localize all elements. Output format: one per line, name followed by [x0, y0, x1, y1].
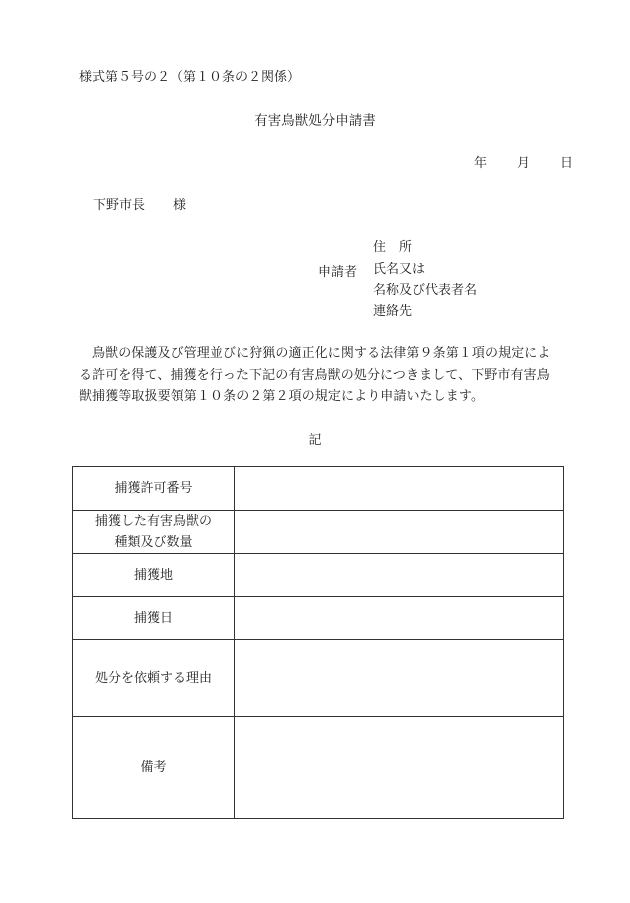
row-value-species-quantity[interactable] — [235, 511, 564, 554]
form-number: 様式第５号の２（第１０条の２関係） — [79, 70, 301, 85]
row-label-capture-date: 捕獲日 — [73, 597, 235, 640]
row-value-capture-place[interactable] — [235, 554, 564, 597]
applicant-label: 申請者 — [318, 265, 358, 280]
row-label-remarks: 備考 — [73, 717, 235, 819]
row-label-permit-number: 捕獲許可番号 — [73, 467, 235, 511]
row-label-species-line2: 種類及び数量 — [114, 535, 193, 550]
document-title: 有害鳥獣処分申請書 — [254, 113, 376, 129]
details-table — [72, 466, 564, 819]
applicant-field-name: 氏名又は — [373, 262, 426, 277]
date-year-label: 年 — [474, 156, 488, 171]
table-row — [73, 597, 564, 640]
applicant-field-address: 住 所 — [373, 240, 413, 255]
row-value-remarks[interactable] — [235, 717, 564, 819]
body-text: 鳥獣の保護及び管理並びに狩猟の適正化に関する法律第９条第１項の規定による許可を得て、捕獲を行った下記の有害鳥獣の処分につきまして、下野市有害鳥獣捕獲等取扱要領第１０条の２第２項の規定により申請いたします。 — [79, 346, 551, 404]
table-row — [73, 640, 564, 717]
row-label-capture-place: 捕獲地 — [73, 554, 235, 597]
row-value-disposal-reason[interactable] — [235, 640, 564, 717]
ki-heading: 記 — [308, 433, 322, 448]
row-label-species-line1: 捕獲した有害鳥獣の — [94, 514, 212, 529]
date-month-label: 月 — [517, 156, 531, 171]
row-label-disposal-reason: 処分を依頼する理由 — [73, 640, 235, 717]
addressee-honorific: 様 — [173, 198, 187, 213]
table-row — [73, 511, 564, 554]
date-day-label: 日 — [560, 156, 574, 171]
applicant-field-contact: 連絡先 — [373, 304, 413, 319]
row-value-permit-number[interactable] — [235, 467, 564, 511]
table-row — [73, 717, 564, 819]
date-line — [474, 152, 573, 171]
table-row — [73, 554, 564, 597]
addressee — [93, 194, 186, 213]
applicant-field-representative: 名称及び代表者名 — [373, 283, 478, 298]
row-label-species-quantity — [73, 511, 235, 554]
table-row — [73, 467, 564, 511]
row-value-capture-date[interactable] — [235, 597, 564, 640]
addressee-name: 下野市長 — [93, 198, 146, 213]
